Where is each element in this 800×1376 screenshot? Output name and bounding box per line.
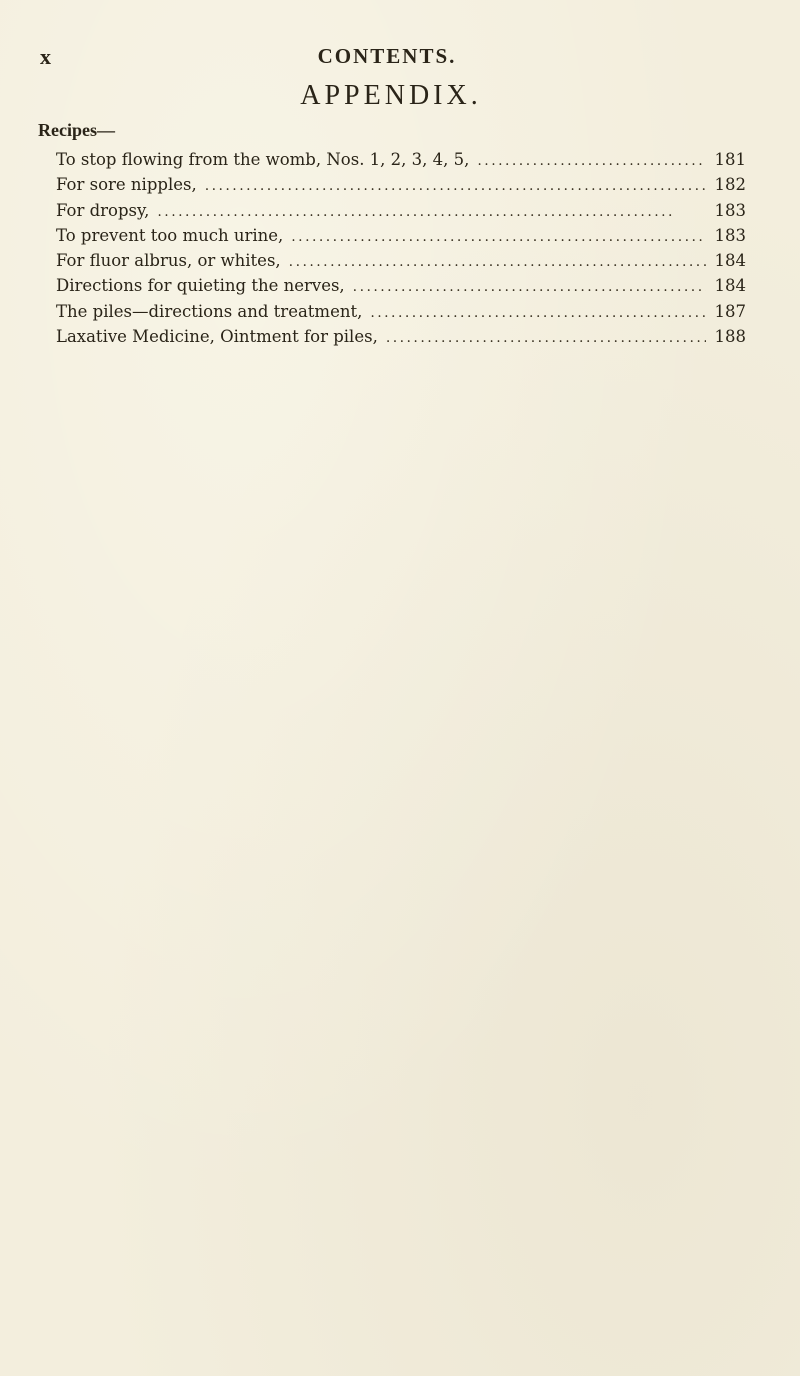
toc-entry	[56, 175, 746, 200]
dot-leader	[386, 330, 706, 346]
page-number: x	[40, 44, 52, 69]
toc-entry-title: To prevent too much urine,	[56, 225, 284, 245]
toc-entry-page: 188	[714, 327, 746, 347]
section-title: APPENDIX.	[300, 80, 482, 111]
toc-entry-title: Laxative Medicine, Ointment for piles,	[56, 327, 378, 347]
toc-entry-page: 184	[714, 251, 746, 271]
dot-leader	[353, 279, 706, 295]
toc-entry-title: Directions for quieting the nerves,	[56, 276, 345, 296]
toc-entry-page: 181	[714, 150, 746, 169]
toc-entry-page: 182	[714, 175, 746, 195]
running-title: CONTENTS.	[317, 44, 457, 68]
dot-leader	[477, 153, 706, 169]
toc-entry-title: For fluor albrus, or whites,	[56, 251, 281, 271]
dot-leader	[157, 204, 706, 220]
toc-entry-page: 183	[714, 225, 746, 245]
dot-leader	[289, 254, 706, 270]
toc-entry-page: 187	[714, 301, 746, 321]
toc-entry	[56, 150, 746, 175]
toc-entry	[56, 251, 746, 276]
toc-entry-page: 184	[714, 276, 746, 296]
toc-entry	[56, 201, 746, 226]
dot-leader	[205, 178, 706, 194]
toc-entry	[56, 327, 746, 352]
toc-entry-title: To stop flowing from the womb, Nos. 1, 2, 3, 4, 5,	[56, 150, 470, 169]
toc-entry-page: 183	[714, 200, 746, 220]
group-label: Recipes—	[38, 120, 115, 140]
toc-list	[56, 150, 746, 352]
toc-entry-title: For sore nipples,	[56, 175, 197, 195]
toc-entry	[56, 226, 746, 251]
toc-entry	[56, 302, 746, 327]
toc-entry	[56, 276, 746, 301]
dot-leader	[291, 229, 706, 245]
running-head	[0, 44, 800, 74]
toc-entry-title: The piles—directions and treatment,	[56, 301, 363, 321]
toc-entry-title: For dropsy,	[56, 200, 150, 220]
dot-leader	[370, 305, 706, 321]
